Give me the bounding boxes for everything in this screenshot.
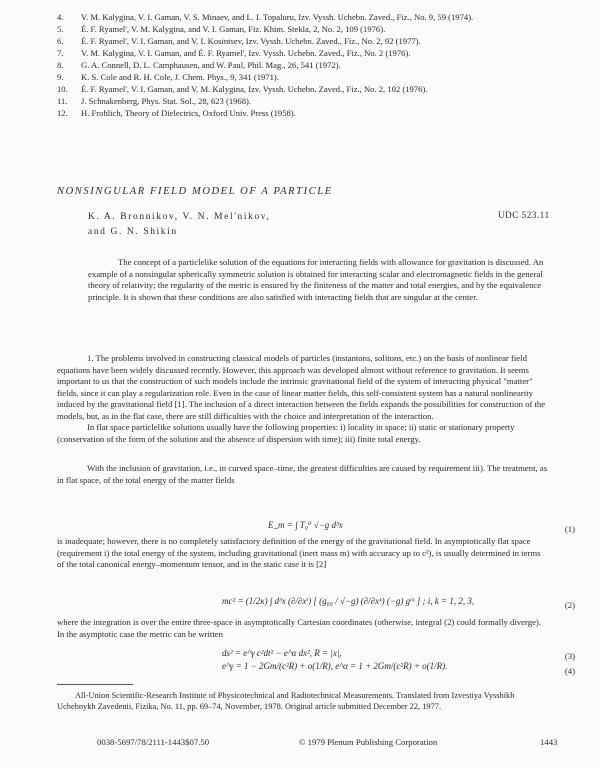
- reference-item: 11. J. Schnakenberg, Phys. Stat. Sol., 28, 623 (1968).: [57, 96, 252, 106]
- article-title: NONSINGULAR FIELD MODEL OF A PARTICLE: [57, 186, 333, 197]
- paragraph-5: where the integration is over the entire three-space in asymptotically Cartesian coordinates (otherwise, integral (2) could formally diverge). In the asymptotic case the metric can be written: [57, 617, 541, 639]
- reference-item: 9. K. S. Cole and R. H. Cole, J. Chem. Phys., 9, 341 (1971).: [57, 72, 279, 82]
- equation-3: ds² = e^γ c²dt² − e^α dx², R = |x|,: [222, 648, 342, 658]
- reference-item: 7. V. M. Kalygina, V. I. Gaman, and É. F. Ryamel', Izv. Vyssh. Uchebn. Zaved., Fiz., No. 2 (1976).: [57, 48, 411, 58]
- copyright-text: © 1979 Plenum Publishing Corporation: [298, 737, 438, 747]
- author-list: [88, 210, 271, 240]
- reference-item: 12. H. Frohlich, Theory of Dielectrics, Oxford Univ. Press (1958).: [57, 108, 296, 118]
- authors-line-1: K. A. Bronnikov, V. N. Mel'nikov,: [88, 212, 271, 222]
- reference-item: 6. É. F. Ryamel', V. I. Gaman, and V. I. Kosintsev, Izv. Vyssh. Uchebn. Zaved., Fiz., No. 2, 92 (1977).: [57, 36, 421, 46]
- abstract: The concept of a particlelike solution of the equations for interacting fields with allowance for gravitation is discussed. An example of a nonsingular spherically symmetric solution is obtained for interacting scalar and electromagnetic fields in the general theory of relativity; the regularity of the metric is ensured by the finiteness of the matter and total energies, and by the equivalence principle. It is shown that these conditions are also satisfied with interacting fields that are singular at the center.: [88, 257, 544, 302]
- copyright-line: [97, 737, 567, 747]
- equation-1-number: (1): [564, 524, 575, 534]
- reference-item: 5. É. F. Ryamel', V. M. Kalygina, and V. I. Gaman, Fiz. Khim. Stekla, 2, No. 2, 109 (1976).: [57, 24, 386, 34]
- equation-4: e^γ = 1 − 2Gm/(c²R) + o(1/R), e^α = 1 + 2Gm/(c²R) + o(1/R).: [222, 661, 448, 671]
- paragraph-4: is inadequate; however, there is no completely satisfactory definition of the energy of the gravitational field. In asymptotically flat space (requirement i) the total energy of the system, including gravitational (inert mass m) with accuracy up to c²), is usually determined in terms of the total canonical energy–momentum tensor, and in the static case it is [2]: [57, 536, 541, 570]
- authors-line-2: and G. N. Shikin: [88, 227, 178, 237]
- reference-item: 4. V. M. Kalygina, V. I. Gaman, V. S. Minaev, and L. I. Topaluru, Izv. Vyssh. Uchebn. Zaved., Fiz., No. 9, 59 (1974).: [57, 12, 474, 22]
- udc-code: UDC 523.11: [498, 210, 550, 220]
- reference-item: 10. É. F. Ryamel', V. I. Gaman, and V. M. Kalygina, Izv. Vyssh. Uchebn. Zaved., Fiz., No. 2, 102 (1976).: [57, 84, 428, 94]
- paragraph-2: In flat space particlelike solutions usually have the following properties: i) locality in space; ii) static or stationary property (conservation of the form of the solution and the absence of dispersion with time); iii) finite total energy.: [57, 422, 515, 444]
- equation-1: E_m = ∫ T₀⁰ √−g d³x: [268, 520, 343, 530]
- footnote-divider: [57, 684, 133, 685]
- equation-2: mc² = (1/2κ) ∫ d³x (∂/∂xⁱ) [ (g₀₀ / √−g) (∂/∂xᵏ) (−g) gⁱᵏ ] ; i, k = 1, 2, 3,: [222, 596, 475, 606]
- copyright-code: 0038-5697/78/2111-1443$07.50: [97, 737, 210, 747]
- reference-list: [57, 11, 562, 119]
- footnote: All-Union Scientific-Research Institute of Physicotechnical and Radiotechnical Measurements. Translated from Izvestiya Vysshikh Uchebnykh Zavedenii, Fizika, No. 11, pp. 69–74, November, 1978. Original article submitted December 22, 1977.: [57, 691, 515, 711]
- reference-item: 8. G. A. Connell, D. L. Camphausen, and W. Paul, Phil. Mag., 26, 541 (1972).: [57, 60, 341, 70]
- paragraph-1: 1. The problems involved in constructing classical models of particles (instantons, solitons, etc.) on the basis of nonlinear field equations have been widely discussed recently. However, this approach was developed almost without reference to gravitation. It seems important to us that the construction of such models include the intrinsic gravitational field of the system of interacting physical "matter" fields, since it can play a regularization role. Even in the case of linear matter fields, this self-consistent system has a natural nonlinearity induced by the gravitational field [1]. The inclusion of a direct interaction between the fields expands the possibilities for construction of the models, but, as in the flat case, there are still difficulties with the choice and interpretation of the interaction.: [57, 353, 546, 421]
- page-number: 1443: [540, 737, 558, 747]
- equation-3-number: (3): [564, 651, 575, 661]
- paragraph-3: With the inclusion of gravitation, i.e., in curved space–time, the greatest difficulties are caused by requirement iii). The treatment, as in flat space, of the total energy of the matter fields: [57, 463, 548, 485]
- equation-2-number: (2): [564, 600, 575, 610]
- equation-4-number: (4): [564, 666, 575, 676]
